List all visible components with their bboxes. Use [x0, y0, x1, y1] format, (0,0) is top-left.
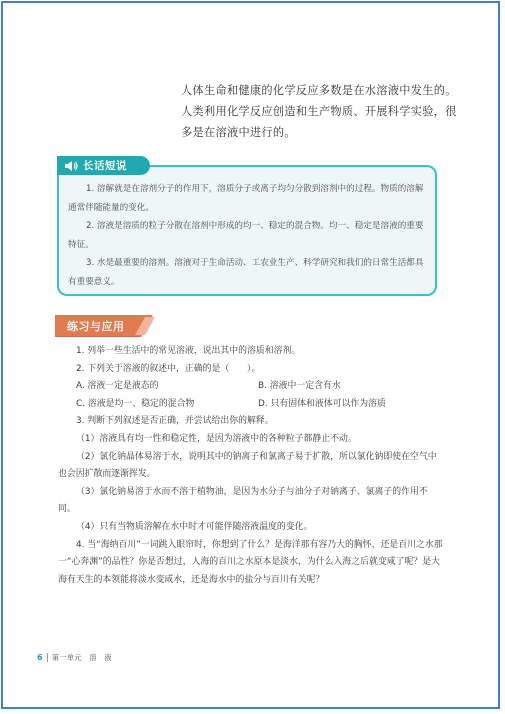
page-number: 6: [37, 653, 43, 662]
exercises-banner: [55, 315, 157, 337]
question-3-item: （1）溶液具有均一性和稳定性，是因为溶液中的各种粒子都静止不动。: [76, 433, 357, 444]
intro-paragraph: [181, 80, 461, 143]
unit-title: 第一单元 溶 液: [51, 653, 112, 662]
question-3-item: （4）只有当物质溶解在水中时才可能伴随溶液温度的变化。: [76, 521, 313, 532]
summary-title: 长话短说: [83, 160, 127, 172]
question-2-options: [58, 378, 443, 413]
exercises-title: 练习与应用: [67, 320, 125, 333]
question-3-item: （2）氯化钠晶体易溶于水，说明其中的钠离子和氯离子易于扩散，所以氯化钠即使在空气中也会因扩散而逐渐挥发。: [58, 451, 437, 480]
intro-text: 人体生命和健康的化学反应多数是在水溶液中发生的。人类利用化学反应创造和生产物质、开展科学实验，很多是在溶液中进行的。: [181, 84, 457, 139]
option-a: A. 溶液一定是液态的: [76, 381, 159, 392]
speaker-icon: [64, 160, 78, 172]
summary-tab: [57, 156, 150, 175]
page-footer: [37, 652, 112, 663]
summary-item: 1. 溶解就是在溶剂分子的作用下，溶质分子或离子均匀分散到溶剂中的过程。物质的溶解通常伴随能量的变化。: [68, 184, 424, 213]
summary-list: [68, 180, 428, 291]
option-b: B. 溶液中一定含有水: [258, 381, 341, 392]
question-2: 2. 下列关于溶液的叙述中，正确的是（ ）。: [76, 363, 261, 374]
footer-divider: [47, 653, 48, 662]
summary-item: 2. 溶液是溶质的粒子分散在溶剂中形成的均一、稳定的混合物。均一、稳定是溶液的重要特征。: [68, 221, 424, 250]
question-3: 3. 判断下列叙述是否正确，并尝试给出你的解释。: [76, 416, 274, 427]
question-4: 4. 当“海纳百川”一词跳入眼帘时，你想到了什么？是海洋那有容乃大的胸怀，还是百川之水那一“心奔渊”的品性？你是否想过，人海的百川之水原本是淡水，为什么入海之后就变咸了呢？是大海有天生的本领能将淡水变咸水，还是海水中的盐分与百川有关呢？: [58, 539, 443, 585]
summary-item: 3. 水是最重要的溶剂。溶液对于生命活动、工农业生产、科学研究和我们的日常生活都具有重要意义。: [68, 258, 424, 287]
option-c: C. 溶液是均一、稳定的混合物: [76, 398, 195, 409]
question-3-item: （3）氯化钠易溶于水而不溶于植物油，是因为水分子与油分子对钠离子、氯离子的作用不同。: [58, 486, 428, 515]
option-d: D. 只有固体和液体可以作为溶质: [258, 398, 386, 409]
exercises-list: [58, 343, 443, 589]
question-1: 1. 列举一些生活中的常见溶液，说出其中的溶质和溶剂。: [76, 346, 301, 356]
